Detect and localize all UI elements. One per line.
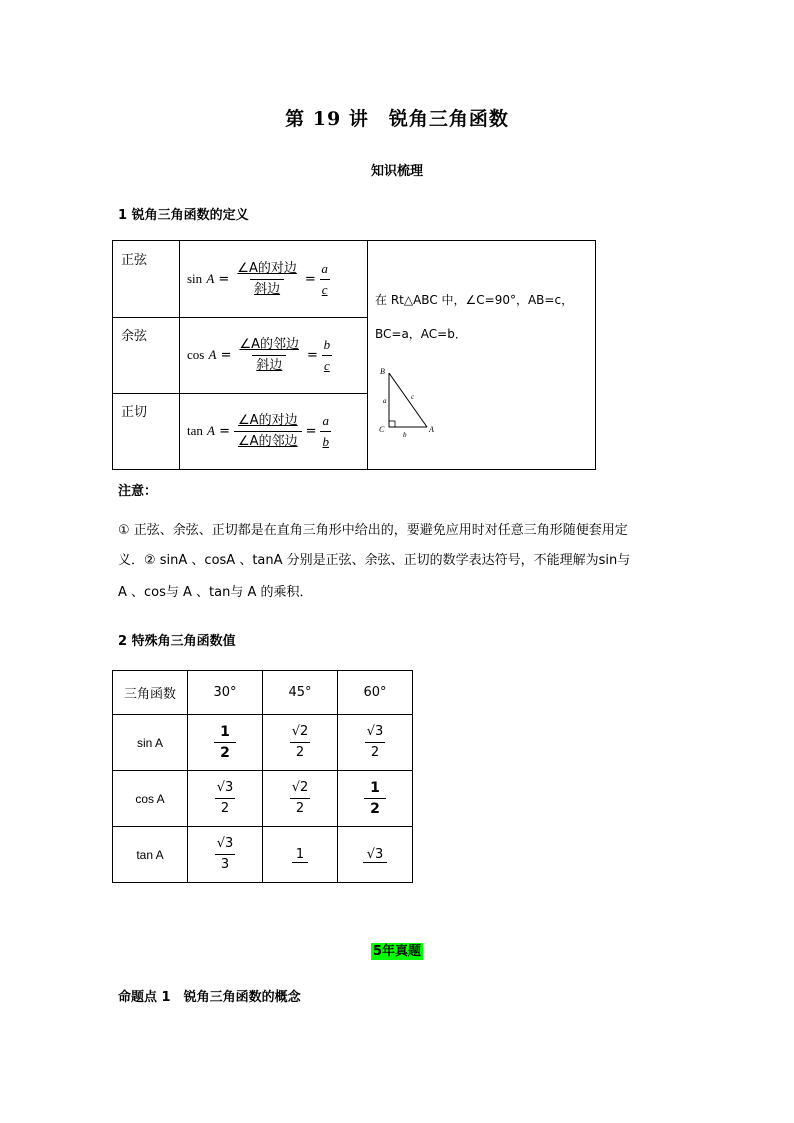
row-label-tan: tan A bbox=[113, 827, 188, 883]
value-cell: $\frac{√3}{2}$ bbox=[338, 715, 413, 771]
vertex-label-A: A bbox=[429, 425, 434, 434]
definition-table bbox=[112, 240, 596, 470]
section-heading-definitions: 1 锐角三角函数的定义 bbox=[118, 208, 249, 223]
label-cosine: 余弦 bbox=[121, 329, 148, 344]
side-label-b: b bbox=[403, 431, 407, 439]
side-label-c: c bbox=[411, 393, 415, 401]
label-sine: 正弦 bbox=[121, 253, 148, 268]
triangle-description-line1: 在 Rt△ABC 中，∠C=90°，AB=c， bbox=[375, 293, 574, 307]
subtitle: 知识梳理 bbox=[370, 164, 423, 179]
cosine-formula: cos A = $\frac{\text{∠A的邻边}}{\text{斜边}}$ = $\frac{b}{c}$ bbox=[187, 323, 336, 387]
sine-formula: sin A = $\frac{\text{∠A的对边}}{\text{斜边}}$ = $\frac{a}{c}$ bbox=[187, 247, 334, 311]
note-line-2: 义．② sinA 、cosA 、tanA 分别是正弦、余弦、正切的数学表达符号，不能理解为sin与 bbox=[118, 553, 631, 568]
value-cell: $\frac{√3}{2}$ bbox=[188, 771, 263, 827]
value-cell: 1 bbox=[263, 827, 338, 883]
vertex-label-B: B bbox=[380, 367, 385, 376]
five-year-exam-badge: 5年真题 bbox=[372, 944, 422, 959]
side-label-a: a bbox=[383, 397, 387, 405]
row-label-sin: sin A bbox=[113, 715, 188, 771]
badge-row bbox=[0, 940, 794, 959]
value-cell: $\frac{1}{2}$ bbox=[188, 715, 263, 771]
header-cell: 60° bbox=[338, 671, 413, 715]
label-tangent: 正切 bbox=[121, 405, 148, 420]
note-title: 注意： bbox=[118, 484, 158, 499]
value-cell: $\frac{√2}{2}$ bbox=[263, 715, 338, 771]
section-heading-concept: 命题点 1 锐角三角函数的概念 bbox=[118, 990, 301, 1005]
page-title: 第 19 讲 锐角三角函数 bbox=[285, 108, 509, 130]
header-cell: 三角函数 bbox=[113, 671, 188, 715]
special-values-table bbox=[112, 670, 413, 883]
vertex-label-C: C bbox=[379, 425, 385, 434]
header-cell: 45° bbox=[263, 671, 338, 715]
value-cell: $\frac{1}{2}$ bbox=[338, 771, 413, 827]
note-line-3: A 、cos与 A 、tan与 A 的乘积． bbox=[118, 585, 313, 600]
triangle-description-line2: BC=a，AC=b． bbox=[375, 327, 467, 341]
row-label-cos: cos A bbox=[113, 771, 188, 827]
value-cell: √3 bbox=[338, 827, 413, 883]
tangent-formula: tan A = $\frac{\text{∠A的对边}}{\text{∠A的邻边}}$ = $\frac{a}{b}$ bbox=[187, 399, 335, 463]
value-cell: $\frac{√2}{2}$ bbox=[263, 771, 338, 827]
section-heading-special-values: 2 特殊角三角函数值 bbox=[118, 634, 236, 649]
right-triangle-diagram bbox=[375, 365, 445, 439]
header-cell: 30° bbox=[188, 671, 263, 715]
note-line-1: ① 正弦、余弦、正切都是在直角三角形中给出的，要避免应用时对任意三角形随便套用定 bbox=[118, 523, 628, 538]
value-cell: $\frac{√3}{3}$ bbox=[188, 827, 263, 883]
